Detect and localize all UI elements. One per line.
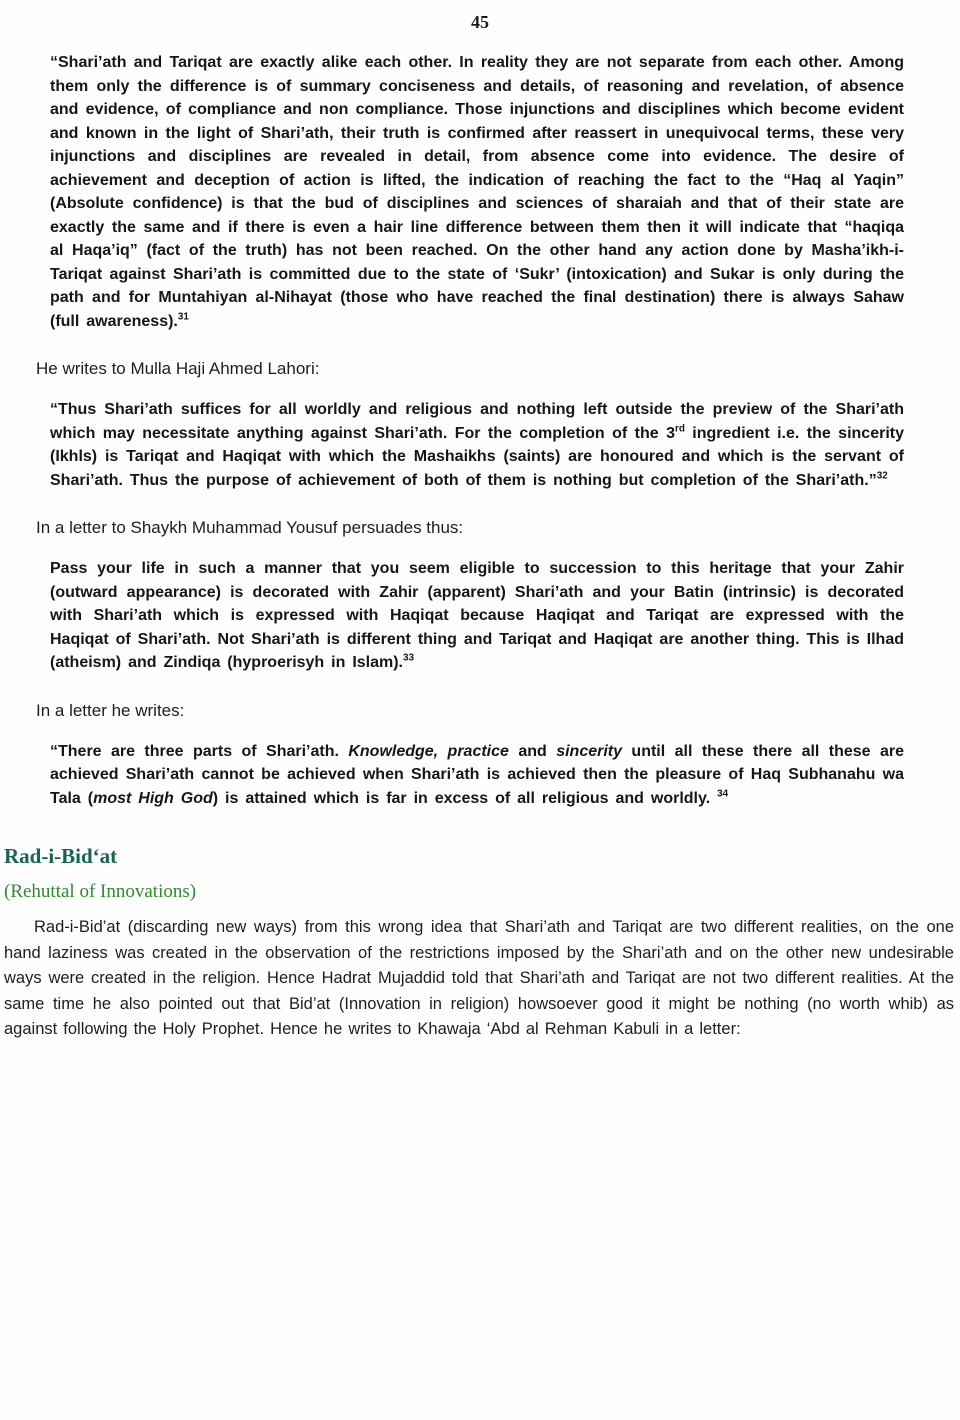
footnote-ref-31: 31 <box>177 311 189 323</box>
section-heading-rad-i-bidat: Rad-i-Bid‘at <box>4 844 118 868</box>
para-intro-yousuf: In a letter to Shaykh Muhammad Yousuf persuades thus: <box>36 518 464 537</box>
page-number: 45 <box>471 12 489 32</box>
para-intro-lahori: He writes to Mulla Haji Ahmed Lahori: <box>36 359 320 378</box>
para-rad-i-bidat-body: Rad-i-Bid’at (discarding new ways) from this wrong idea that Shari’ath and Tariqat are two different realities, on the one hand laziness was created in the observation of the restrictions imposed by the Shari’ath and on the other new undesirable ways were created in the religion. Hence Hadrat Mujaddid told that Shari’ath and Tariqat are not two different realities. At the same time he also pointed out that Bid’at (Innovation in religion) howsoever good it might be nothing (no worth whib) as against following the Holy Prophet. Hence he writes to Khawaja ‘Abd al Rehman Kabuli in a letter: <box>4 918 954 1038</box>
para-intro-letter: In a letter he writes: <box>36 700 185 720</box>
quote-three-parts-of-shariath: “There are three parts of Shari’ath. Knowledge, practice and sincerity until all these there all these are achieved Shari’ath cannot be achieved when Shari’ath is achieved then the pleasure of Haq Subhanahu wa Tala (most High God) is attained which is far in excess of all religious and worldly. $^{34}$ <box>50 742 905 807</box>
section-subheading-rebuttal-of-innovations: (Rehuttal of Innovations) <box>4 881 197 902</box>
footnote-ref-33: 33 <box>403 652 415 664</box>
quote-shariath-tariqat-alike <box>50 51 904 333</box>
quote-shariath-suffices: “Thus Shari’ath suffices for all worldly and religious and nothing left outside the preview of the Shari’ath which may necessitate anything against Shari’ath. For the completion of the 3rd ingredient i.e. the sincerity (Ikhls) is Tariqat and Haqiqat with which the Mashaikhs (saints) are honoured and which is the servant of Shari’ath. Thus the purpose of achievement of both of them is nothing but completion of the Shari’ath.”$^{32}$ <box>50 401 904 489</box>
quote-pass-your-life <box>50 557 904 675</box>
quote-text: Pass your life in such a manner that you seem eligible to succession to this heritage that your Zahir (outward appearance) is decorated with Zahir (apparent) Shari’ath and your Batin (intrinsic) is decorated with Shari’ath which is expressed with Haqiqat because Haqiqat and Tariqat are expressed with the Haqiqat of Shari’ath. Not Shari’ath is different thing and Tariqat and Haqiqat are another thing. This is Ilhad (atheism) and Zindiqa (hyproerisyh in Islam). <box>50 560 904 671</box>
quote-text: “Shari’ath and Tariqat are exactly alike each other. In reality they are not separate from each other. Among them only the difference is of summary conciseness and details, of reasoning and revelation, of absence and evidence, of compliance and non compliance. Those injunctions and disciplines which become evident and known in the light of Shari’ath, their truth is confirmed after reassert in unequivocal terms, these very injunctions and disciplines are revealed in detail, from absence come into evidence. The desire of achievement and deception of action is lifted, the indication of reaching the fact to the “Haq al Yaqin” (Absolute confidence) is that the bud of disciplines and sciences of sharaiah and that of their state are exactly the same and if there is even a hair line difference between them then it will indicate that “haqiqa al Haqa’iq” (fact of the truth) has not been reached. On the other hand any action done by Masha’ikh-i-Tariqat against Shari’ath is committed due to the state of ‘Sukr’ (intoxication) and Sukar is only during the path and for Muntahiyan al-Nihayat (those who have reached the final destination) there is always Sahaw (full awareness). <box>50 54 904 330</box>
